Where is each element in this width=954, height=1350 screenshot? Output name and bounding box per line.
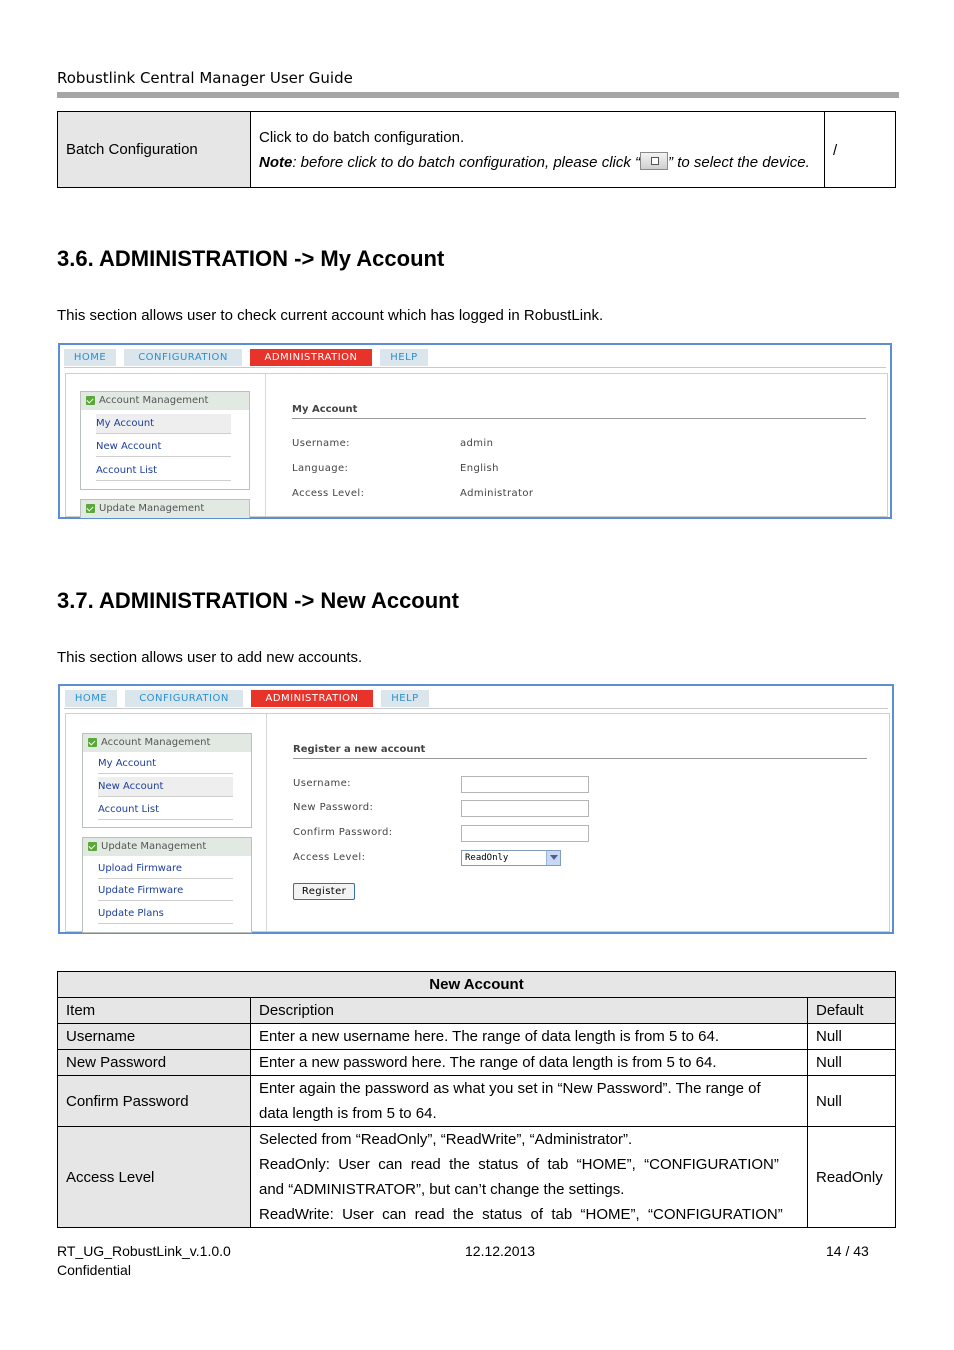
section-3-6-intro: This section allows user to check current account which has logged in RobustLink. bbox=[57, 307, 604, 324]
menu-item-my-account[interactable]: My Account bbox=[98, 754, 233, 774]
tab-home[interactable]: HOME bbox=[64, 349, 116, 366]
language-value: English bbox=[460, 463, 499, 474]
expand-check-icon bbox=[86, 504, 95, 513]
menu-head-label: Account Management bbox=[99, 395, 209, 406]
tab-configuration[interactable]: CONFIGURATION bbox=[125, 690, 243, 707]
desc-line: ReadWrite: User can read the status of tab “HOME”, “CONFIGURATION” bbox=[259, 1206, 783, 1223]
access-level-label: Access Level: bbox=[292, 488, 365, 499]
row-description: Enter a new username here. The range of data length is from 5 to 64. bbox=[251, 1024, 808, 1050]
row-description bbox=[251, 1127, 808, 1228]
sidebar-divider bbox=[266, 714, 267, 931]
username-label: Username: bbox=[293, 778, 351, 789]
menu-item-update-firmware[interactable]: Update Firmware bbox=[98, 881, 233, 901]
new-password-input[interactable] bbox=[461, 800, 589, 817]
menu-item-update-plans[interactable]: Update Plans bbox=[98, 904, 233, 924]
access-level-label: Access Level: bbox=[293, 852, 366, 863]
footer-confidential: Confidential bbox=[57, 1262, 131, 1278]
footer-page-number: 14 / 43 bbox=[826, 1243, 869, 1259]
tab-underline bbox=[64, 367, 886, 368]
section-3-7-heading: 3.7. ADMINISTRATION -> New Account bbox=[57, 588, 459, 613]
note-text-b: ” to select the device. bbox=[668, 153, 810, 171]
title-rule bbox=[293, 758, 867, 759]
expand-check-icon bbox=[88, 842, 97, 851]
row-default: ReadOnly bbox=[808, 1127, 896, 1228]
update-management-header[interactable] bbox=[83, 838, 251, 856]
row-item: Confirm Password bbox=[58, 1076, 251, 1127]
chevron-down-icon[interactable] bbox=[546, 851, 560, 865]
batch-description-cell bbox=[251, 112, 825, 188]
desc-line: Selected from “ReadOnly”, “ReadWrite”, “Administrator”. bbox=[259, 1131, 633, 1148]
table-row bbox=[58, 1024, 896, 1050]
username-value: admin bbox=[460, 438, 494, 449]
table-header-row bbox=[58, 998, 896, 1024]
desc-line: data length is from 5 to 64. bbox=[259, 1105, 437, 1122]
footer-doc-id: RT_UG_RobustLink_v.1.0.0 bbox=[57, 1243, 231, 1259]
register-title: Register a new account bbox=[293, 744, 426, 755]
menu-head-label: Update Management bbox=[99, 503, 205, 514]
account-management-header[interactable] bbox=[83, 734, 251, 752]
batch-note bbox=[259, 150, 816, 175]
menu-item-new-account[interactable]: New Account bbox=[98, 777, 233, 797]
expand-check-icon bbox=[88, 738, 97, 747]
menu-item-upload-firmware[interactable]: Upload Firmware bbox=[98, 859, 233, 879]
checkbox-button-icon bbox=[640, 152, 668, 170]
menu-item-my-account[interactable]: My Account bbox=[96, 414, 231, 434]
batch-default-cell: / bbox=[825, 112, 896, 188]
tab-home[interactable]: HOME bbox=[65, 690, 117, 707]
footer-date: 12.12.2013 bbox=[465, 1243, 536, 1259]
new-account-screenshot bbox=[58, 684, 894, 934]
note-label: Note bbox=[259, 153, 293, 171]
tab-help[interactable]: HELP bbox=[381, 690, 429, 707]
my-account-screenshot bbox=[58, 343, 892, 519]
row-description bbox=[251, 1076, 808, 1127]
desc-line: ReadOnly: User can read the status of tab “HOME”, “CONFIGURATION” bbox=[259, 1156, 779, 1173]
new-password-label: New Password: bbox=[293, 802, 374, 813]
confirm-password-input[interactable] bbox=[461, 825, 589, 842]
batch-item-cell: Batch Configuration bbox=[58, 112, 251, 188]
new-account-table bbox=[57, 971, 896, 1228]
row-default: Null bbox=[808, 1024, 896, 1050]
document-header-title: Robustlink Central Manager User Guide bbox=[57, 69, 353, 87]
content-panel bbox=[65, 373, 888, 517]
batch-config-table bbox=[57, 111, 896, 188]
confirm-password-label: Confirm Password: bbox=[293, 827, 393, 838]
sidebar-divider bbox=[265, 374, 266, 516]
title-rule bbox=[292, 418, 866, 419]
header-rule bbox=[57, 92, 899, 98]
tab-help[interactable]: HELP bbox=[380, 349, 428, 366]
update-management-menu bbox=[80, 499, 250, 518]
access-level-selected: ReadOnly bbox=[465, 853, 509, 863]
header-item: Item bbox=[58, 998, 251, 1024]
table-row bbox=[58, 1050, 896, 1076]
update-management-menu bbox=[82, 837, 252, 933]
section-3-6-heading: 3.6. ADMINISTRATION -> My Account bbox=[57, 246, 445, 271]
desc-line: Enter again the password as what you set in “New Password”. The range of bbox=[259, 1080, 761, 1097]
menu-item-new-account[interactable]: New Account bbox=[96, 437, 231, 457]
menu-head-label: Account Management bbox=[101, 737, 211, 748]
menu-head-label: Update Management bbox=[101, 841, 207, 852]
account-management-menu bbox=[82, 733, 252, 828]
table-row bbox=[58, 1127, 896, 1228]
update-management-header[interactable] bbox=[81, 500, 249, 518]
language-label: Language: bbox=[292, 463, 349, 474]
section-3-7-intro: This section allows user to add new accounts. bbox=[57, 649, 363, 666]
table-row bbox=[58, 1076, 896, 1127]
tab-administration[interactable]: ADMINISTRATION bbox=[250, 349, 372, 366]
menu-item-account-list[interactable]: Account List bbox=[96, 461, 231, 481]
access-level-value: Administrator bbox=[460, 488, 534, 499]
menu-item-account-list[interactable]: Account List bbox=[98, 800, 233, 820]
content-panel bbox=[65, 713, 890, 932]
row-default: Null bbox=[808, 1050, 896, 1076]
header-description: Description bbox=[251, 998, 808, 1024]
tab-underline bbox=[64, 708, 888, 709]
batch-line1: Click to do batch configuration. bbox=[259, 128, 465, 146]
row-description: Enter a new password here. The range of data length is from 5 to 64. bbox=[251, 1050, 808, 1076]
row-default: Null bbox=[808, 1076, 896, 1127]
access-level-select[interactable] bbox=[461, 850, 561, 866]
username-input[interactable] bbox=[461, 776, 589, 793]
account-management-header[interactable] bbox=[81, 392, 249, 410]
account-management-menu bbox=[80, 391, 250, 490]
row-item: Access Level bbox=[58, 1127, 251, 1228]
note-text-a: : before click to do batch configuration, please click “ bbox=[292, 153, 641, 171]
expand-check-icon bbox=[86, 396, 95, 405]
register-button[interactable]: Register bbox=[293, 883, 355, 900]
desc-line: and “ADMINISTRATOR”, but can’t change the settings. bbox=[259, 1181, 625, 1198]
username-label: Username: bbox=[292, 438, 350, 449]
tab-administration[interactable]: ADMINISTRATION bbox=[251, 690, 373, 707]
header-default: Default bbox=[808, 998, 896, 1024]
tab-configuration[interactable]: CONFIGURATION bbox=[124, 349, 242, 366]
row-item: New Password bbox=[58, 1050, 251, 1076]
my-account-title: My Account bbox=[292, 404, 358, 415]
table-title: New Account bbox=[58, 972, 896, 998]
row-item: Username bbox=[58, 1024, 251, 1050]
